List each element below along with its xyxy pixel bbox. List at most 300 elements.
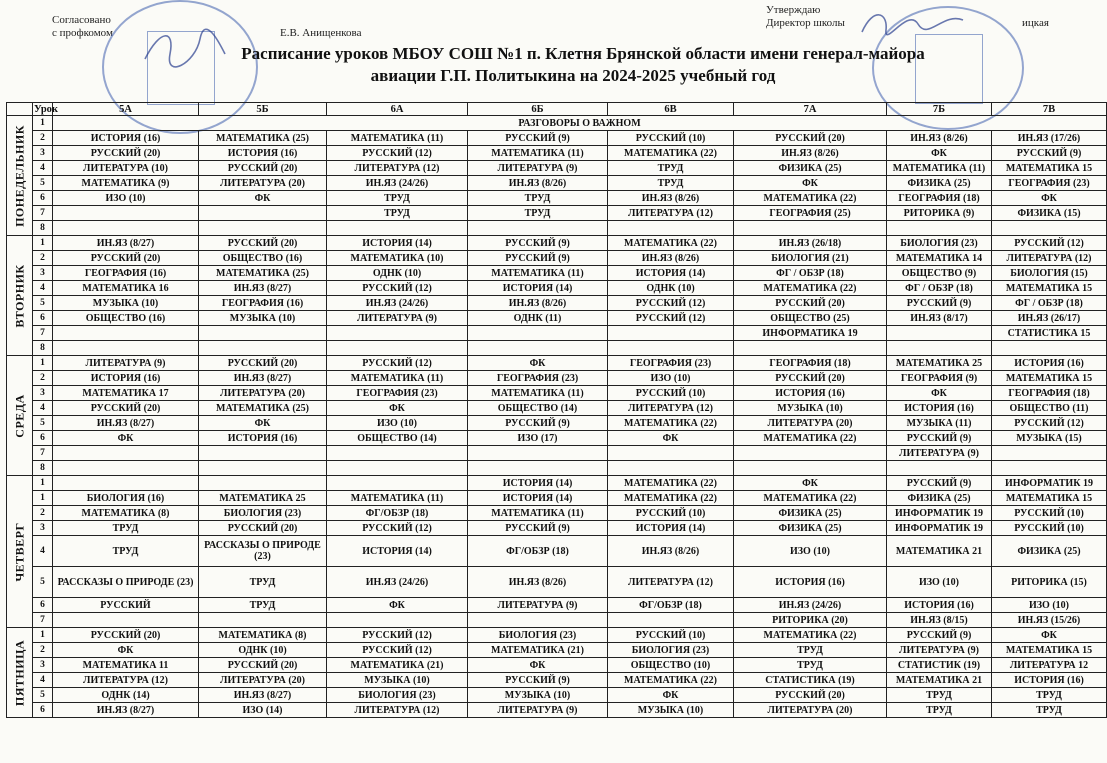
lesson-cell: ЛИТЕРАТУРА (10) [53,161,199,176]
lesson-cell: ФК [887,146,992,161]
lesson-number: 1 [33,628,53,643]
table-row [7,116,1107,131]
lesson-cell: РИТОРИКА (20) [734,613,887,628]
table-row [7,598,1107,613]
lesson-cell [53,613,199,628]
lesson-cell: РУССКИЙ (10) [608,628,734,643]
header-corner [7,103,33,116]
table-row [7,628,1107,643]
lesson-cell: РУССКИЙ (10) [992,521,1107,536]
table-row [7,266,1107,281]
lesson-cell: ЛИТЕРАТУРА (12) [992,251,1107,266]
lesson-cell: ИСТОРИЯ (16) [734,386,887,401]
lesson-cell [199,341,327,356]
lesson-cell: РУССКИЙ (12) [327,628,468,643]
lesson-cell: СТАТИСТИК (19) [887,658,992,673]
lesson-cell: ОБЩЕСТВО (9) [887,266,992,281]
lesson-cell: РУССКИЙ (9) [468,416,608,431]
lesson-cell: ФК [53,643,199,658]
lesson-cell [887,221,992,236]
table-row [7,703,1107,718]
lesson-cell: БИОЛОГИЯ (16) [53,491,199,506]
lesson-cell: РИТОРИКА (15) [992,567,1107,598]
lesson-cell: ИН.ЯЗ (8/27) [53,416,199,431]
lesson-cell: РУССКИЙ (9) [887,296,992,311]
lesson-cell: ОДНК (10) [608,281,734,296]
lesson-cell: ОБЩЕСТВО (14) [327,431,468,446]
lesson-cell: СТАТИСТИКА (19) [734,673,887,688]
lesson-cell: ИСТОРИЯ (14) [468,281,608,296]
lesson-cell: РУССКИЙ [53,598,199,613]
lesson-cell: ЛИТЕРАТУРА (9) [468,161,608,176]
approved-label: Согласовано [52,14,111,26]
table-row [7,688,1107,703]
class-header: 5А [53,103,199,116]
lesson-cell: ИЗО (10) [734,536,887,567]
lesson-cell: МАТЕМАТИКА (22) [608,673,734,688]
lesson-cell: ОДНК (11) [468,311,608,326]
lesson-cell: ИСТОРИЯ (16) [887,598,992,613]
lesson-cell: РУССКИЙ (20) [199,521,327,536]
lesson-cell: ТРУД [887,688,992,703]
lesson-cell: РУССКИЙ (10) [608,131,734,146]
lesson-cell: ИЗО (10) [992,598,1107,613]
lesson-cell: ИН.ЯЗ (8/15) [887,613,992,628]
lesson-cell: ИН.ЯЗ (8/27) [53,703,199,718]
lesson-cell: ИСТОРИЯ (16) [887,401,992,416]
lesson-cell [608,461,734,476]
lesson-cell: МАТЕМАТИКА (10) [327,251,468,266]
lesson-cell: ЛИТЕРАТУРА 12 [992,658,1107,673]
lesson-cell: МАТЕМАТИКА (22) [734,431,887,446]
lesson-cell: ИН.ЯЗ (8/27) [53,236,199,251]
lesson-cell: РУССКИЙ (20) [53,251,199,266]
table-row [7,536,1107,567]
table-row [7,206,1107,221]
lesson-cell: ИН.ЯЗ (8/26) [734,146,887,161]
lesson-cell: ОБЩЕСТВО (16) [199,251,327,266]
lesson-cell [53,341,199,356]
lesson-cell: ИСТОРИЯ (16) [992,356,1107,371]
lesson-cell [327,476,468,491]
lesson-cell: МАТЕМАТИКА (8) [199,628,327,643]
lesson-number: 6 [33,311,53,326]
header-row [7,103,1107,116]
lesson-cell: ФГ / ОБЗР (18) [887,281,992,296]
lesson-cell: ИСТОРИЯ (14) [608,266,734,281]
lesson-cell: РУССКИЙ (12) [327,521,468,536]
lesson-cell: МАТЕМАТИКА 14 [887,251,992,266]
lesson-cell [887,326,992,341]
lesson-cell: МАТЕМАТИКА (21) [327,658,468,673]
table-row [7,658,1107,673]
lesson-cell: ТРУД [992,703,1107,718]
lesson-cell: БИОЛОГИЯ (23) [608,643,734,658]
lesson-cell: ИН.ЯЗ (24/26) [734,598,887,613]
lesson-cell: ГЕОГРАФИЯ (16) [199,296,327,311]
lesson-cell: ОБЩЕСТВО (25) [734,311,887,326]
lesson-cell: МАТЕМАТИКА (25) [199,401,327,416]
lesson-number: 5 [33,567,53,598]
table-row [7,401,1107,416]
lesson-number: 2 [33,371,53,386]
lesson-cell: ФИЗИКА (15) [992,206,1107,221]
lesson-cell: БИОЛОГИЯ (15) [992,266,1107,281]
lesson-cell: РУССКИЙ (12) [608,311,734,326]
lesson-cell: ФК [468,356,608,371]
lesson-cell: ЛИТЕРАТУРА (9) [53,356,199,371]
lesson-cell: МАТЕМАТИКА (22) [734,491,887,506]
lesson-cell [53,461,199,476]
lesson-cell: ИН.ЯЗ (8/27) [199,281,327,296]
table-row [7,476,1107,491]
lesson-cell: РУССКИЙ (10) [608,506,734,521]
lesson-cell [327,461,468,476]
lesson-cell: РУССКИЙ (10) [992,506,1107,521]
lesson-cell: РУССКИЙ (20) [734,688,887,703]
lesson-cell [53,476,199,491]
lesson-cell: ФГ/ОБЗР (18) [327,506,468,521]
lesson-cell: ГЕОГРАФИЯ (18) [887,191,992,206]
lesson-cell: ИН.ЯЗ (24/26) [327,567,468,598]
lesson-cell: РУССКИЙ (20) [53,628,199,643]
lesson-cell: РУССКИЙ (12) [327,281,468,296]
lesson-cell [734,221,887,236]
table-row [7,356,1107,371]
lesson-cell [992,446,1107,461]
day-label [7,116,33,236]
lesson-cell [53,221,199,236]
signature-icon [858,2,968,42]
approved-by-label: с профкомом [52,27,113,39]
lesson-cell: ИНФОРМАТИК 19 [887,506,992,521]
lesson-cell: ИН.ЯЗ (17/26) [992,131,1107,146]
lesson-cell: ОБЩЕСТВО (16) [53,311,199,326]
lesson-cell: ЛИТЕРАТУРА (12) [53,673,199,688]
lesson-cell: ЛИТЕРАТУРА (12) [608,206,734,221]
lesson-cell: МАТЕМАТИКА (25) [199,266,327,281]
lesson-cell: ФК [199,416,327,431]
lesson-number: 1 [33,491,53,506]
day-label [7,356,33,476]
lesson-number: 4 [33,281,53,296]
lesson-cell: ИН.ЯЗ (26/18) [734,236,887,251]
lesson-cell: ИЗО (10) [608,371,734,386]
lesson-number: 6 [33,703,53,718]
page-title-line1: Расписание уроков МБОУ СОШ №1 п. Клетня Брянской области имени генерал-майора [241,44,925,63]
lesson-cell: РУССКИЙ (20) [199,658,327,673]
page-title-line2: авиации Г.П. Политыкина на 2024-2025 учебный год [370,66,776,85]
lesson-cell: ФГ / ОБЗР (18) [734,266,887,281]
lesson-number: 5 [33,688,53,703]
lesson-number: 2 [33,251,53,266]
lesson-cell [53,446,199,461]
lesson-cell [199,221,327,236]
lesson-cell: ИН.ЯЗ (8/26) [608,191,734,206]
lesson-cell [992,221,1107,236]
lesson-cell: ИН.ЯЗ (8/27) [199,688,327,703]
lesson-cell [199,206,327,221]
lesson-number: 4 [33,161,53,176]
lesson-cell: МУЗЫКА (10) [199,311,327,326]
lesson-number: 3 [33,521,53,536]
lesson-number: 7 [33,206,53,221]
lesson-number: 1 [33,236,53,251]
lesson-cell [199,446,327,461]
lesson-number: 4 [33,673,53,688]
lesson-cell: ИН.ЯЗ (26/17) [992,311,1107,326]
lesson-cell: ФК [468,658,608,673]
lesson-cell: ГЕОГРАФИЯ (25) [734,206,887,221]
lesson-cell [327,613,468,628]
lesson-cell: ГЕОГРАФИЯ (23) [608,356,734,371]
lesson-cell: МАТЕМАТИКА 15 [992,371,1107,386]
lesson-cell: РУССКИЙ (12) [327,643,468,658]
lesson-cell: МАТЕМАТИКА (11) [887,161,992,176]
lesson-number: 4 [33,536,53,567]
lesson-cell: МУЗЫКА (10) [608,703,734,718]
lesson-cell [199,461,327,476]
lesson-number: 4 [33,401,53,416]
lesson-cell: ФК [327,401,468,416]
lesson-cell: МАТЕМАТИКА (11) [327,491,468,506]
lesson-cell: РУССКИЙ (20) [199,236,327,251]
class-header: 6В [608,103,734,116]
lesson-cell: ТРУД [327,191,468,206]
lesson-cell: ЛИТЕРАТУРА (9) [887,643,992,658]
lesson-cell: МАТЕМАТИКА 15 [992,161,1107,176]
lesson-cell: РИТОРИКА (9) [887,206,992,221]
lesson-cell: МАТЕМАТИКА 25 [887,356,992,371]
lesson-cell [468,326,608,341]
lesson-cell: РУССКИЙ (20) [734,296,887,311]
table-row [7,446,1107,461]
lesson-cell: ФК [734,476,887,491]
lesson-cell: МАТЕМАТИКА (22) [734,191,887,206]
class-header: 5Б [199,103,327,116]
lesson-cell: МАТЕМАТИКА (8) [53,506,199,521]
table-row [7,221,1107,236]
lesson-cell: МУЗЫКА (10) [327,673,468,688]
lesson-number: 2 [33,131,53,146]
lesson-cell: МУЗЫКА (10) [734,401,887,416]
lesson-cell: БИОЛОГИЯ (23) [199,506,327,521]
director-label: Директор школы [766,17,845,29]
lesson-cell: ЛИТЕРАТУРА (12) [327,161,468,176]
lesson-cell: ГЕОГРАФИЯ (23) [468,371,608,386]
lesson-cell [199,613,327,628]
lesson-cell: ФК [734,176,887,191]
lesson-cell [53,326,199,341]
lesson-number: 5 [33,176,53,191]
lesson-cell: БИОЛОГИЯ (23) [327,688,468,703]
lesson-cell [608,341,734,356]
lesson-cell: ФК [199,191,327,206]
lesson-cell: ЛИТЕРАТУРА (9) [327,311,468,326]
lesson-cell [468,613,608,628]
lesson-cell: РАССКАЗЫ О ПРИРОДЕ (23) [199,536,327,567]
lesson-cell: ИЗО (17) [468,431,608,446]
lesson-cell: ИН.ЯЗ (24/26) [327,176,468,191]
day-name: СРЕДА [12,393,26,438]
lesson-cell: ЛИТЕРАТУРА (12) [608,567,734,598]
day-label [7,476,33,628]
approver-name: Е.В. Анищенкова [280,27,362,39]
lesson-cell: МАТЕМАТИКА (11) [468,386,608,401]
lesson-cell [327,326,468,341]
lesson-cell: МАТЕМАТИКА (11) [468,266,608,281]
class-header: 6А [327,103,468,116]
lesson-cell: МАТЕМАТИКА 21 [887,673,992,688]
lesson-cell [608,613,734,628]
lesson-cell: МАТЕМАТИКА 15 [992,281,1107,296]
lesson-cell: ИСТОРИЯ (14) [468,476,608,491]
lesson-cell: ФГ/ОБЗР (18) [608,598,734,613]
lesson-cell: БИОЛОГИЯ (21) [734,251,887,266]
lesson-cell: ЛИТЕРАТУРА (9) [468,598,608,613]
day-label [7,236,33,356]
lesson-cell: ЛИТЕРАТУРА (12) [327,703,468,718]
lesson-cell: РУССКИЙ (20) [53,401,199,416]
table-row [7,506,1107,521]
lesson-cell: ИНФОРМАТИК 19 [992,476,1107,491]
table-row [7,251,1107,266]
table-row [7,416,1107,431]
lesson-cell: ИЗО (10) [53,191,199,206]
table-row [7,236,1107,251]
day-name: ПОНЕДЕЛЬНИК [12,124,26,227]
lesson-cell: МАТЕМАТИКА 16 [53,281,199,296]
lesson-cell: ТРУД [199,598,327,613]
lesson-cell: БИОЛОГИЯ (23) [468,628,608,643]
lesson-cell: ИНФОРМАТИКА 19 [734,326,887,341]
lesson-cell: МАТЕМАТИКА 17 [53,386,199,401]
lesson-cell: ОБЩЕСТВО (11) [992,401,1107,416]
lesson-cell: РУССКИЙ (20) [199,356,327,371]
lesson-cell: МАТЕМАТИКА (11) [468,506,608,521]
lesson-cell: ИН.ЯЗ (24/26) [327,296,468,311]
lesson-number: 8 [33,461,53,476]
lesson-number: 1 [33,116,53,131]
lesson-number: 6 [33,431,53,446]
lesson-cell: ИСТОРИЯ (16) [734,567,887,598]
lesson-cell: ТРУД [734,643,887,658]
lesson-number: 1 [33,476,53,491]
lesson-cell: РАССКАЗЫ О ПРИРОДЕ (23) [53,567,199,598]
lesson-cell: ГЕОГРАФИЯ (16) [53,266,199,281]
lesson-cell: ФК [53,431,199,446]
lesson-cell: МАТЕМАТИКА (22) [608,491,734,506]
lesson-cell [734,446,887,461]
lesson-cell: ФК [608,688,734,703]
table-row [7,146,1107,161]
table-row [7,311,1107,326]
lesson-number: 7 [33,326,53,341]
lesson-cell [734,341,887,356]
class-header: 7Б [887,103,992,116]
lesson-number: 3 [33,146,53,161]
lesson-cell [992,341,1107,356]
lesson-cell: ТРУД [608,161,734,176]
lesson-number: 6 [33,598,53,613]
lesson-cell: МАТЕМАТИКА (22) [608,236,734,251]
approve-label: Утверждаю [766,4,821,16]
lesson-cell: ИСТОРИЯ (14) [327,536,468,567]
table-row [7,673,1107,688]
lesson-cell: ТРУД [199,567,327,598]
lesson-cell: ФИЗИКА (25) [734,506,887,521]
lesson-number: 7 [33,446,53,461]
lesson-cell: МАТЕМАТИКА (22) [608,416,734,431]
day-name: ВТОРНИК [12,263,26,328]
lesson-cell: МАТЕМАТИКА (11) [327,131,468,146]
lesson-cell-full: РАЗГОВОРЫ О ВАЖНОМ [53,116,1107,131]
lesson-number: 3 [33,266,53,281]
table-row [7,341,1107,356]
lesson-cell: МУЗЫКА (10) [53,296,199,311]
lesson-cell: РУССКИЙ (9) [468,236,608,251]
lesson-cell: ГЕОГРАФИЯ (23) [992,176,1107,191]
lesson-cell: РУССКИЙ (12) [992,416,1107,431]
lesson-cell: ОДНК (14) [53,688,199,703]
lesson-cell: ОДНК (10) [327,266,468,281]
table-row [7,176,1107,191]
table-row [7,326,1107,341]
lesson-cell: ИСТОРИЯ (14) [468,491,608,506]
lesson-cell: ГЕОГРАФИЯ (18) [734,356,887,371]
approval-right [766,4,1049,30]
table-row [7,161,1107,176]
lesson-cell: РУССКИЙ (9) [992,146,1107,161]
lesson-cell [608,326,734,341]
lesson-cell: БИОЛОГИЯ (23) [887,236,992,251]
class-header: 6Б [468,103,608,116]
lesson-cell: ЛИТЕРАТУРА (9) [468,703,608,718]
lesson-number: 3 [33,658,53,673]
lesson-cell: СТАТИСТИКА 15 [992,326,1107,341]
lesson-cell: РУССКИЙ (12) [992,236,1107,251]
lesson-cell: ФК [992,628,1107,643]
lesson-cell: МАТЕМАТИКА (22) [608,476,734,491]
schedule-table [6,102,1107,718]
lesson-cell: МАТЕМАТИКА (25) [199,131,327,146]
lesson-cell: ФК [327,598,468,613]
lesson-number: 3 [33,386,53,401]
lesson-cell: МАТЕМАТИКА (22) [734,281,887,296]
lesson-cell [327,221,468,236]
lesson-cell [327,446,468,461]
lesson-cell: ИСТОРИЯ (14) [327,236,468,251]
lesson-cell: ФИЗИКА (25) [734,521,887,536]
lesson-cell: РУССКИЙ (12) [608,296,734,311]
day-name: ЧЕТВЕРГ [12,521,26,582]
lesson-cell: ФГ / ОБЗР (18) [992,296,1107,311]
lesson-cell: РУССКИЙ (9) [468,521,608,536]
lesson-cell: РУССКИЙ (10) [608,386,734,401]
lesson-cell: ЛИТЕРАТУРА (20) [199,673,327,688]
lesson-cell [887,461,992,476]
lesson-cell: ФИЗИКА (25) [887,176,992,191]
lesson-cell [53,206,199,221]
lesson-number: 8 [33,341,53,356]
lesson-cell: ОБЩЕСТВО (14) [468,401,608,416]
lesson-cell [887,341,992,356]
lesson-cell: МУЗЫКА (10) [468,688,608,703]
lesson-number: 2 [33,643,53,658]
lesson-cell [608,446,734,461]
lesson-cell: ТРУД [468,206,608,221]
lesson-cell: РУССКИЙ (9) [887,476,992,491]
